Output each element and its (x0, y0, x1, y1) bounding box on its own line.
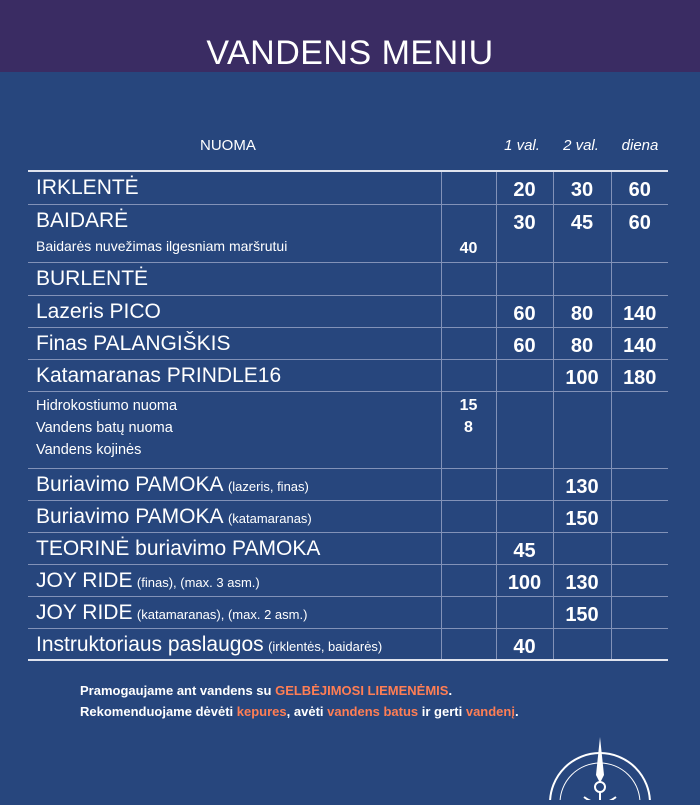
extra-price (441, 468, 496, 500)
highlight-water-shoes: vandens batus (327, 704, 419, 719)
table-row (28, 532, 668, 564)
price-diena: 60 (611, 171, 668, 204)
price-2val: 150 (553, 500, 611, 532)
price-diena (611, 532, 668, 564)
table-row (28, 359, 668, 391)
price-diena (611, 468, 668, 500)
extra-price (441, 564, 496, 596)
price-table (28, 170, 668, 661)
item-name: JOY RIDE (36, 568, 133, 592)
item-name: Instruktoriaus paslaugos (36, 632, 264, 656)
item-sub: Baidarės nuvežimas ilgesniam maršrutui (36, 237, 288, 254)
price-diena: 140 (611, 295, 668, 327)
price-2val: 80 (553, 295, 611, 327)
price-diena (611, 500, 668, 532)
table-row (28, 391, 668, 468)
price-diena (611, 628, 668, 660)
price-1val (496, 596, 553, 628)
extra-price (441, 295, 496, 327)
table-row (28, 468, 668, 500)
price-1val (496, 468, 553, 500)
extra-price (441, 262, 496, 295)
price-2val: 150 (553, 596, 611, 628)
price-2val: 130 (553, 468, 611, 500)
item-line: Vandens kojinės (36, 441, 142, 458)
price-2val: 30 (553, 171, 611, 204)
page-title: VANDENS MENIU (206, 34, 494, 72)
highlight-lifejackets: GELBĖJIMOSI LIEMENĖMIS (275, 683, 449, 698)
price-1val: 45 (496, 532, 553, 564)
price-diena: 60 (611, 204, 668, 262)
price-1val: 60 (496, 327, 553, 359)
item-note: (katamaranas), (max. 2 asm.) (136, 606, 308, 622)
table-row (28, 295, 668, 327)
price-1val (496, 359, 553, 391)
item-name: Buriavimo PAMOKA (36, 472, 224, 496)
extra-price (441, 532, 496, 564)
price-2val: 45 (553, 204, 611, 262)
extra-price (441, 628, 496, 660)
highlight-water: vandenį (465, 704, 515, 719)
price-2val: 80 (553, 327, 611, 359)
item-name: BAIDARĖ (36, 208, 129, 232)
item-line: Vandens batų nuoma (36, 419, 173, 436)
table-row (28, 500, 668, 532)
price-2val (553, 628, 611, 660)
item-name: Lazeris PICO (36, 299, 161, 323)
price-1val (496, 262, 553, 295)
table-row (28, 628, 668, 660)
item-name: Katamaranas PRINDLE16 (36, 363, 282, 387)
extra-price: 15 (459, 396, 478, 414)
header-nuoma: NUOMA (200, 137, 256, 154)
extra-price: 40 (441, 204, 496, 262)
price-2val (553, 532, 611, 564)
table-row (28, 564, 668, 596)
item-note: (irklentės, baidarės) (268, 638, 383, 654)
price-2val: 100 (553, 359, 611, 391)
extra-price (441, 171, 496, 204)
item-note: (lazeris, finas) (227, 478, 309, 494)
note-line-1: Pramogaujame ant vandens su GELBĖJIMOSI LIEMENĖMIS. (80, 683, 453, 698)
item-name: TEORINĖ buriavimo PAMOKA (36, 536, 321, 560)
table-row (28, 204, 668, 262)
price-1val (496, 500, 553, 532)
safety-notes (80, 680, 519, 722)
item-line: Hidrokostiumo nuoma (36, 397, 178, 414)
price-diena: 140 (611, 327, 668, 359)
header-col-2val: 2 val. (563, 137, 599, 154)
ventes-vandens-logo (540, 735, 660, 800)
item-name: IRKLENTĖ (36, 176, 139, 199)
price-1val: 40 (496, 628, 553, 660)
price-diena (611, 596, 668, 628)
item-note: (katamaranas) (227, 510, 312, 526)
price-diena (611, 262, 668, 295)
table-row (28, 327, 668, 359)
item-note: (finas), (max. 3 asm.) (136, 574, 260, 590)
item-name: Finas PALANGIŠKIS (36, 331, 231, 355)
extra-price: 8 (464, 418, 473, 436)
header-col-1val: 1 val. (504, 137, 540, 154)
price-1val: 20 (496, 171, 553, 204)
price-diena: 180 (611, 359, 668, 391)
extra-price (441, 500, 496, 532)
highlight-hats: kepures (236, 704, 287, 719)
table-row (28, 596, 668, 628)
header-col-diena: diena (621, 137, 659, 154)
price-1val: 100 (496, 564, 553, 596)
extra-price (441, 327, 496, 359)
price-1val: 60 (496, 295, 553, 327)
extra-price (441, 359, 496, 391)
table-row (28, 171, 668, 204)
item-name: Buriavimo PAMOKA (36, 504, 224, 528)
item-name: BURLENTĖ (36, 266, 149, 290)
note-line-2: Rekomenduojame dėvėti kepures, avėti vandens batus ir gerti vandenį. (80, 704, 519, 719)
item-name: JOY RIDE (36, 600, 133, 624)
price-1val: 30 (496, 204, 553, 262)
price-2val (553, 262, 611, 295)
price-diena (611, 564, 668, 596)
compass-anchor-icon (540, 735, 660, 800)
extra-price (441, 596, 496, 628)
price-2val: 130 (553, 564, 611, 596)
table-row (28, 262, 668, 295)
